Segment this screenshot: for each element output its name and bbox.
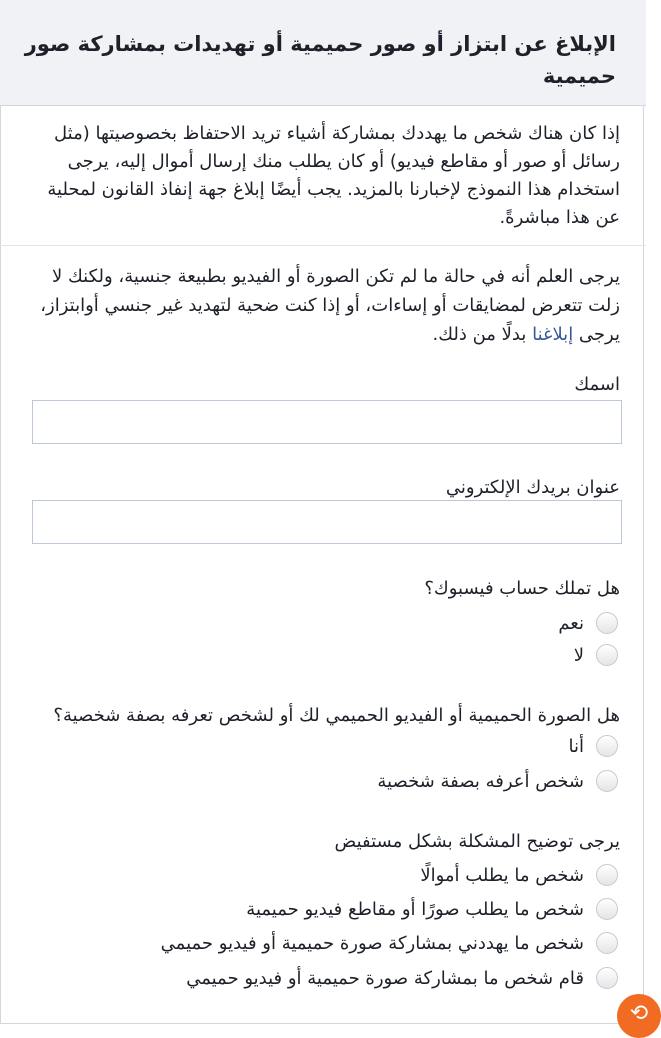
radio-button[interactable] (596, 932, 618, 954)
radio-label: شخص ما يطلب صورًا أو مقاطع فيديو حميمية (246, 899, 584, 920)
radio-option-yes[interactable] (18, 610, 618, 640)
radio-label: قام شخص ما بمشاركة صورة حميمية أو فيديو حميمي (186, 968, 584, 989)
radio-button[interactable] (596, 770, 618, 792)
radio-label: شخص أعرفه بصفة شخصية (377, 771, 584, 792)
radio-option-threatening-to-share[interactable] (18, 930, 618, 960)
form-header (0, 0, 646, 106)
note-text-after: بدلًا من ذلك. (432, 324, 533, 345)
radio-button[interactable] (596, 644, 618, 666)
page-title: الإبلاغ عن ابتزاز أو صور حميمية أو تهديدات بمشاركة صور حميمية (24, 32, 616, 88)
radio-label: نعم (558, 613, 584, 634)
name-label: اسمك (574, 374, 620, 395)
radio-label: شخص ما يطلب أموالًا (420, 865, 584, 886)
email-label: عنوان بريدك الإلكتروني (445, 477, 620, 498)
radio-label: لا (573, 645, 584, 666)
radio-option-asking-images[interactable] (18, 896, 618, 926)
radio-option-asking-money[interactable] (18, 862, 618, 892)
name-input[interactable] (32, 400, 622, 444)
radio-label: شخص ما يهددني بمشاركة صورة حميمية أو فيديو حميمي (160, 933, 584, 954)
radio-button[interactable] (596, 735, 618, 757)
intro-text: إذا كان هناك شخص ما يهددك بمشاركة أشياء تريد الاحتفاظ بخصوصيتها (مثل رسائل أو صور أو مقاطع فيديو) أو كان يطلب منك إرسال أموال إليه، يرجى استخدام هذا النموذج لإخبارنا بالمزيد. يجب أيضًا إبلاغ جهة إنفاذ القانون لمحلية عن هذا مباشرةً. (47, 123, 620, 228)
radio-button[interactable] (596, 864, 618, 886)
question-problem-details: يرجى توضيح المشكلة بشكل مستفيض (334, 831, 620, 852)
radio-button[interactable] (596, 612, 618, 634)
question-content-owner: هل الصورة الحميمية أو الفيديو الحميمي لك أو لشخص تعرفه بصفة شخصية؟ (53, 705, 620, 726)
radio-button[interactable] (596, 898, 618, 920)
radio-option-already-shared[interactable] (18, 965, 618, 995)
radio-label: أنا (568, 736, 584, 757)
radio-option-me[interactable] (18, 733, 618, 763)
radio-option-someone-i-know[interactable] (18, 768, 618, 798)
radio-button[interactable] (596, 967, 618, 989)
note-text (20, 262, 620, 349)
section-divider (0, 245, 646, 246)
question-facebook-account: هل تملك حساب فيسبوك؟ (424, 578, 620, 599)
email-input[interactable] (32, 500, 622, 544)
chat-bubble-icon[interactable]: ⟲ (617, 994, 661, 1038)
radio-option-no[interactable] (18, 642, 618, 672)
report-link[interactable]: إبلاغنا (532, 324, 574, 345)
note-text-before: يرجى العلم أنه في حالة ما لم تكن الصورة أو الفيديو بطبيعة جنسية، ولكنك لا زلت تتعرض لمضايقات أو إساءات، أو إذا كنت ضحية لتهديد غير جنسي أوابتزاز، يرجى (40, 266, 620, 345)
